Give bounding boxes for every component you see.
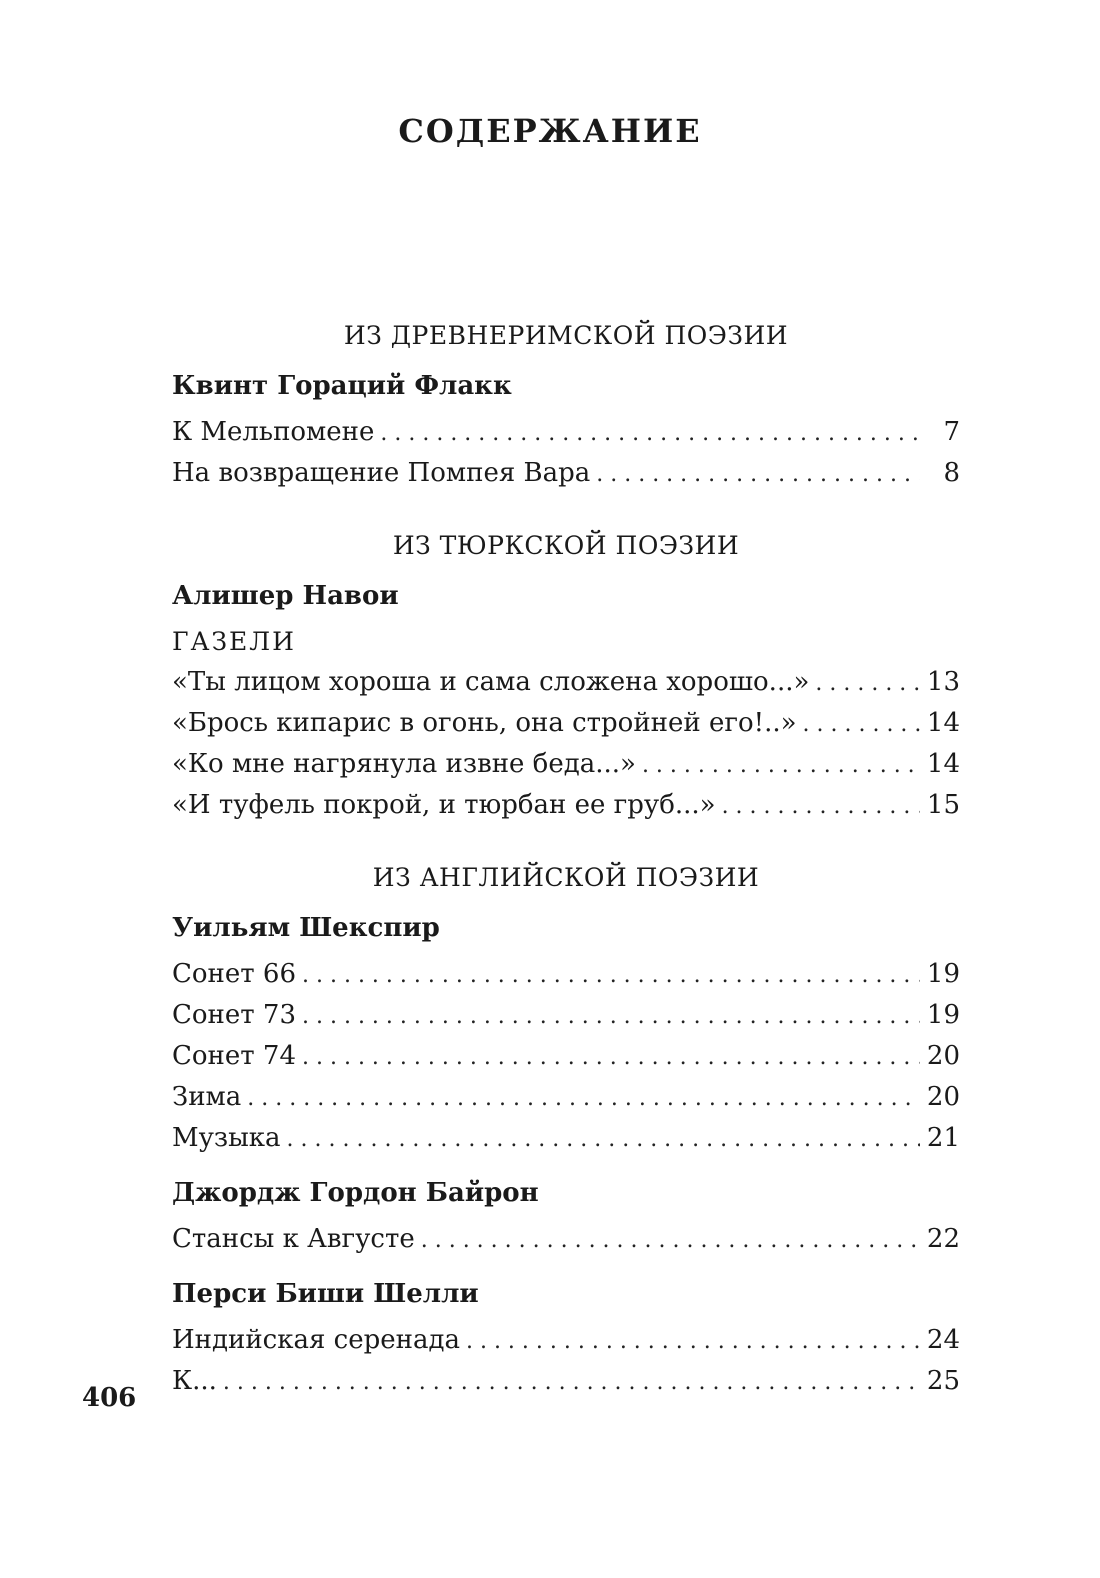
entry-title: Сонет 74 — [172, 1041, 296, 1071]
group-label: ГАЗЕЛИ — [172, 627, 296, 656]
toc-entry[interactable] — [172, 1077, 960, 1118]
author-name: Алишер Навои — [172, 581, 399, 611]
entry-title: «Ты лицом хороша и сама сложена хорошо...» — [172, 667, 810, 697]
toc-entry[interactable] — [172, 744, 960, 785]
entry-page-number: 20 — [926, 1082, 960, 1112]
entry-title: «И туфель покрой, и тюрбан ее груб...» — [172, 790, 716, 820]
toc-entry[interactable] — [172, 1036, 960, 1077]
entry-page-number: 24 — [926, 1325, 960, 1355]
section-heading: ИЗ АНГЛИЙСКОЙ ПОЭЗИИ — [372, 863, 760, 892]
toc-entry[interactable] — [172, 1118, 960, 1159]
section-heading: ИЗ ТЮРКСКОЙ ПОЭЗИИ — [392, 531, 740, 560]
toc-section-english — [172, 854, 960, 1402]
dot-leader — [421, 1220, 920, 1261]
dot-leader — [596, 454, 920, 495]
entry-title: «Ко мне нагрянула извне беда...» — [172, 749, 636, 779]
toc-entry[interactable] — [172, 995, 960, 1036]
entry-title: Индийская серенада — [172, 1325, 460, 1355]
entry-title: Музыка — [172, 1123, 281, 1153]
entry-title: Стансы к Августе — [172, 1224, 415, 1254]
dot-leader — [302, 1037, 920, 1078]
author-name: Джордж Гордон Байрон — [172, 1178, 539, 1208]
entry-page-number: 7 — [943, 417, 960, 447]
entry-page-number: 21 — [926, 1123, 960, 1153]
entry-title: К... — [172, 1366, 217, 1396]
dot-leader — [302, 955, 920, 996]
entry-page-number: 25 — [926, 1366, 960, 1396]
entry-page-number: 19 — [926, 1000, 960, 1030]
entry-page-number: 19 — [926, 959, 960, 989]
dot-leader — [287, 1119, 920, 1160]
page-title: СОДЕРЖАНИЕ — [398, 112, 702, 150]
dot-leader — [466, 1321, 920, 1362]
toc-entry[interactable] — [172, 703, 960, 744]
dot-leader — [722, 786, 920, 827]
toc-section-ancient-roman — [172, 312, 960, 494]
dot-leader — [247, 1078, 920, 1119]
toc-entry[interactable] — [172, 1219, 960, 1260]
author-name: Квинт Гораций Флакк — [172, 371, 512, 401]
dot-leader — [803, 704, 920, 745]
toc-entry[interactable] — [172, 1320, 960, 1361]
entry-page-number: 20 — [926, 1041, 960, 1071]
entry-page-number: 15 — [926, 790, 960, 820]
toc-entry[interactable] — [172, 412, 960, 453]
author-name: Уильям Шекспир — [172, 913, 440, 943]
entry-page-number: 13 — [926, 667, 960, 697]
entry-page-number: 22 — [926, 1224, 960, 1254]
toc-entry[interactable] — [172, 453, 960, 494]
dot-leader — [815, 663, 920, 704]
toc-section-turkic — [172, 522, 960, 826]
entry-title: На возвращение Помпея Вара — [172, 458, 591, 488]
toc-entry[interactable] — [172, 662, 960, 703]
entry-page-number: 14 — [926, 708, 960, 738]
dot-leader — [642, 745, 920, 786]
page-folio-number: 406 — [82, 1383, 137, 1413]
toc-entry[interactable] — [172, 1361, 960, 1402]
dot-leader — [380, 413, 920, 454]
entry-title: «Брось кипарис в огонь, она стройней его!..» — [172, 708, 797, 738]
entry-page-number: 14 — [926, 749, 960, 779]
entry-title: К Мельпомене — [172, 417, 375, 447]
toc-entry[interactable] — [172, 785, 960, 826]
entry-title: Сонет 66 — [172, 959, 296, 989]
dot-leader — [223, 1362, 920, 1403]
author-name: Перси Биши Шелли — [172, 1279, 479, 1309]
entry-title: Зима — [172, 1082, 242, 1112]
section-heading: ИЗ ДРЕВНЕРИМСКОЙ ПОЭЗИИ — [343, 321, 789, 350]
entry-title: Сонет 73 — [172, 1000, 296, 1030]
dot-leader — [302, 996, 920, 1037]
table-of-contents — [172, 312, 960, 1402]
entry-page-number: 8 — [943, 458, 960, 488]
toc-entry[interactable] — [172, 954, 960, 995]
